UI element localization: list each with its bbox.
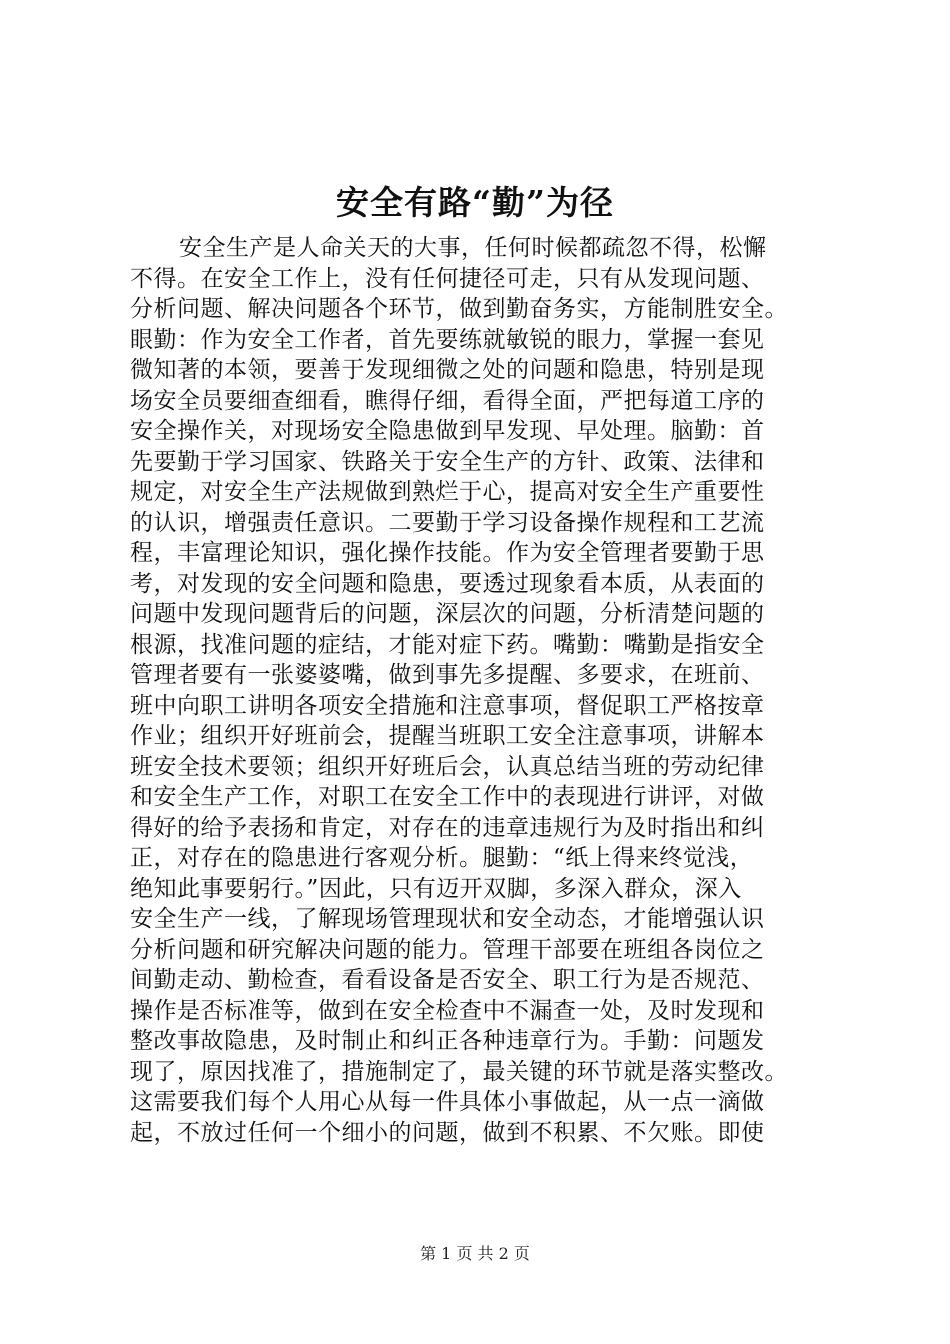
body-line: 现了，原因找准了，措施制定了，最关键的环节就是落实整改。 bbox=[130, 1058, 788, 1085]
body-line: 微知著的本领，要善于发现细微之处的问题和隐患，特别是现 bbox=[130, 357, 765, 383]
body-line: 绝知此事要躬行。”因此，只有迈开双脚，多深入群众，深入 bbox=[130, 875, 742, 902]
body-line: 分析问题和研究解决问题的能力。管理干部要在班组各岗位之 bbox=[130, 936, 765, 963]
page-footer: 第 1 页 共 2 页 bbox=[420, 1244, 530, 1263]
body-line: 和安全生产工作，对职工在安全工作中的表现进行讲评，对做 bbox=[130, 784, 765, 810]
body-line: 不得。在安全工作上，没有任何捷径可走，只有从发现问题、 bbox=[130, 265, 765, 292]
body-line: 的认识，增强责任意识。二要勤于学习设备操作规程和工艺流 bbox=[130, 509, 765, 536]
body-line: 分析问题、解决问题各个环节，做到勤奋务实，方能制胜安全。 bbox=[130, 296, 788, 322]
body-line: 场安全员要细查细看，瞧得仔细，看得全面，严把每道工序的 bbox=[130, 387, 765, 414]
body-line: 管理者要有一张婆婆嘴，做到事先多提醒、多要求，在班前、 bbox=[130, 662, 765, 688]
body-line: 安全生产一线，了解现场管理现状和安全动态，才能增强认识 bbox=[130, 906, 765, 932]
body-line: 规定，对安全生产法规做到熟烂于心，提高对安全生产重要性 bbox=[130, 479, 765, 505]
body-line: 问题中发现问题背后的问题，深层次的问题，分析清楚问题的 bbox=[130, 601, 765, 627]
body-line: 作业；组织开好班前会，提醒当班职工安全注意事项，讲解本 bbox=[130, 723, 765, 749]
body-line: 根源，找准问题的症结，才能对症下药。嘴勤：嘴勤是指安全 bbox=[130, 631, 765, 658]
body-line: 班中向职工讲明各项安全措施和注意事项，督促职工严格按章 bbox=[130, 692, 765, 719]
body-line: 操作是否标准等，做到在安全检查中不漏查一处，及时发现和 bbox=[130, 997, 765, 1024]
body-line: 先要勤于学习国家、铁路关于安全生产的方针、政策、法律和 bbox=[130, 448, 765, 475]
body-line: 安全操作关，对现场安全隐患做到早发现、早处理。脑勤：首 bbox=[130, 418, 765, 444]
body-line: 整改事故隐患，及时制止和纠正各种违章行为。手勤：问题发 bbox=[130, 1028, 765, 1054]
body-line: 得好的给予表扬和肯定，对存在的违章违规行为及时指出和纠 bbox=[130, 814, 765, 841]
body-line: 正，对存在的隐患进行客观分析。腿勤：“纸上得来终觉浅， bbox=[130, 845, 754, 871]
body-line: 间勤走动、勤检查，看看设备是否安全、职工行为是否规范、 bbox=[130, 967, 765, 993]
body-line: 安全生产是人命关天的大事，任何时候都疏忽不得，松懈 bbox=[179, 235, 767, 261]
body-line: 起，不放过任何一个细小的问题，做到不积累、不欠账。即使 bbox=[130, 1119, 765, 1146]
body-line: 眼勤：作为安全工作者，首先要练就敏锐的眼力，掌握一套见 bbox=[130, 326, 765, 353]
document-body bbox=[130, 233, 860, 1148]
body-line: 这需要我们每个人用心从每一件具体小事做起，从一点一滴做 bbox=[130, 1089, 765, 1115]
body-line: 考，对发现的安全问题和隐患，要透过现象看本质，从表面的 bbox=[130, 570, 765, 597]
body-line: 班安全技术要领；组织开好班后会，认真总结当班的劳动纪律 bbox=[130, 753, 765, 780]
document-title: 安全有路“勤”为径 bbox=[336, 183, 614, 222]
body-line: 程，丰富理论知识，强化操作技能。作为安全管理者要勤于思 bbox=[130, 540, 765, 566]
